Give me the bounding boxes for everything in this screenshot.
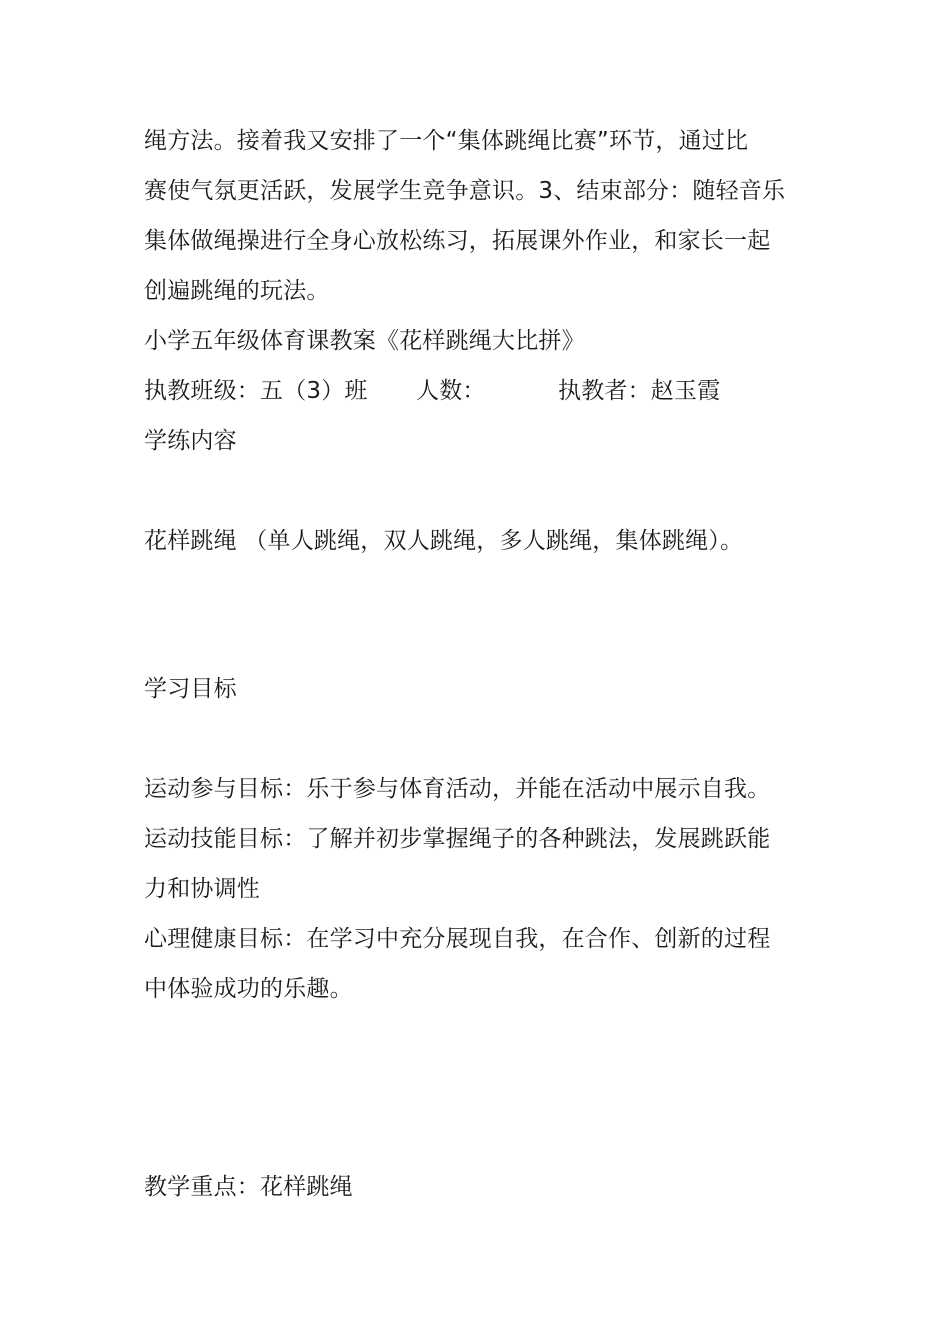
- teacher-label: 执教者：赵玉霞: [558, 378, 721, 404]
- content-text: 花样跳绳 （单人跳绳，双人跳绳，多人跳绳，集体跳绳）。: [144, 528, 744, 554]
- goal-line-3: 力和协调性: [144, 876, 260, 902]
- goal-line-2: 运动技能目标：了解并初步掌握绳子的各种跳法，发展跳跃能: [144, 826, 771, 852]
- goals-heading: 学习目标: [144, 676, 237, 702]
- paragraph-line-1: 绳方法。接着我又安排了一个“集体跳绳比赛”环节，通过比: [144, 128, 749, 154]
- class-label: 执教班级：五（3）班: [144, 378, 368, 404]
- key-point: 教学重点：花样跳绳: [144, 1174, 353, 1200]
- count-label: 人数：: [416, 378, 486, 404]
- paragraph-line-2: 赛使气氛更活跃，发展学生竞争意识。3、结束部分：随轻音乐: [144, 178, 786, 204]
- goal-line-4: 心理健康目标：在学习中充分展现自我，在合作、创新的过程: [144, 926, 771, 952]
- goal-line-1: 运动参与目标：乐于参与体育活动，并能在活动中展示自我。: [144, 776, 771, 802]
- paragraph-line-4: 创遍跳绳的玩法。: [144, 278, 330, 304]
- paragraph-line-3: 集体做绳操进行全身心放松练习，拓展课外作业，和家长一起: [144, 228, 771, 254]
- content-heading: 学练内容: [144, 428, 237, 454]
- lesson-title: 小学五年级体育课教案《花样跳绳大比拼》: [144, 328, 585, 354]
- goal-line-5: 中体验成功的乐趣。: [144, 976, 353, 1002]
